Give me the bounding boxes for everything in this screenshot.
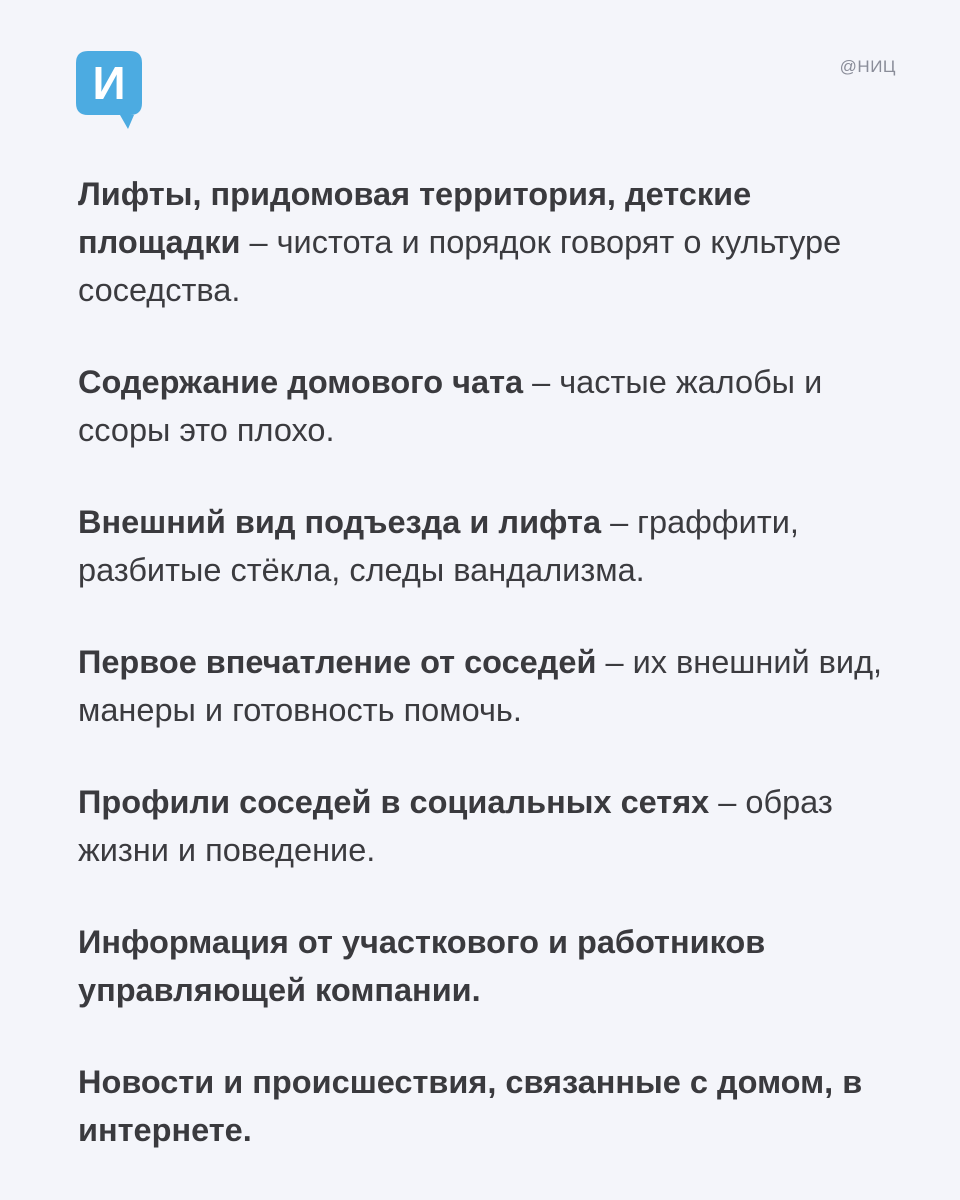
item-heading: Первое впечатление от соседей xyxy=(78,644,597,680)
item-heading: Содержание домового чата xyxy=(78,364,524,400)
list-item xyxy=(78,1058,898,1154)
list-item xyxy=(78,638,898,734)
item-heading: Информация от участкового и работников управляющей компании. xyxy=(78,924,766,1008)
item-heading: Внешний вид подъезда и лифта xyxy=(78,504,602,540)
item-text: – граффити, разбитые стёкла, следы вандализма. xyxy=(78,504,799,588)
list-item xyxy=(78,358,898,454)
item-text: – их внешний вид, манеры и готовность помочь. xyxy=(78,644,883,728)
logo-letter: И xyxy=(92,57,126,109)
list-item xyxy=(78,778,898,874)
brand-logo xyxy=(76,51,142,131)
item-heading: Лифты, придомовая территория, детские площадки xyxy=(78,176,752,260)
tips-list xyxy=(78,170,898,1198)
list-item xyxy=(78,918,898,1014)
list-item xyxy=(78,498,898,594)
chat-bubble-icon xyxy=(76,51,142,131)
item-heading: Профили соседей в социальных сетях xyxy=(78,784,710,820)
item-text: – чистота и порядок говорят о культуре соседства. xyxy=(78,224,842,308)
item-text: – образ жизни и поведение. xyxy=(78,784,833,868)
list-item xyxy=(78,170,898,314)
account-handle: @НИЦ xyxy=(839,57,896,76)
item-text: – частые жалобы и ссоры это плохо. xyxy=(78,364,823,448)
item-heading: Новости и происшествия, связанные с домом, в интернете. xyxy=(78,1064,863,1148)
